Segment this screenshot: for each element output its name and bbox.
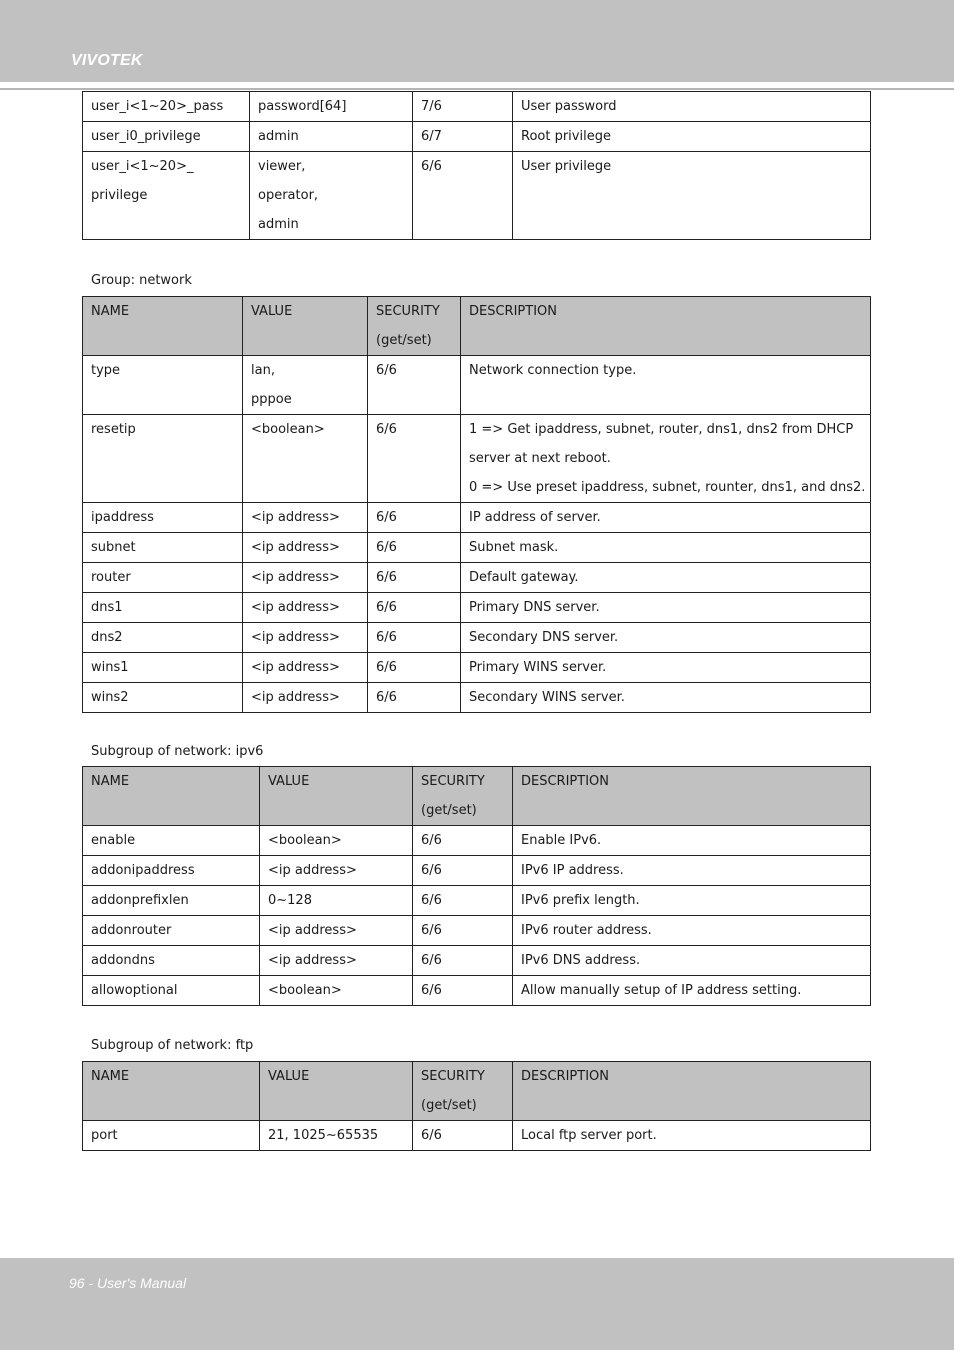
cell-security [413,916,513,946]
table-row [83,152,871,240]
table-header-row [83,1062,871,1121]
table-row [83,886,871,916]
cell-security-text: 6/6 [421,953,442,968]
cell-name-text: addonprefixlen [91,893,189,908]
header-security-text: (get/set) [421,1098,477,1113]
cell-security-text: 6/6 [376,600,397,615]
cell-description-text: IPv6 DNS address. [521,953,641,968]
header-value [243,297,368,356]
cell-value [260,946,413,976]
cell-security-text: 6/6 [376,660,397,675]
cell-value-text: <boolean> [268,983,342,998]
cell-name [83,593,243,623]
table-row [83,856,871,886]
header-security-text: SECURITY [376,304,440,319]
cell-description [513,1121,871,1151]
cell-value-text: <ip address> [251,600,340,615]
header-name-text: NAME [91,1069,130,1084]
cell-description-text: Network connection type. [469,363,637,378]
cell-name [83,415,243,503]
cell-name-text: allowoptional [91,983,178,998]
header-security-text: (get/set) [421,803,477,818]
cell-security [368,533,461,563]
cell-name-text: addonipaddress [91,863,195,878]
cell-description-text: 0 => Use preset ipaddress, subnet, rounter, dns1, and dns2. [469,480,866,495]
cell-name [83,976,260,1006]
cell-security [368,563,461,593]
header-value [260,767,413,826]
cell-name-text: wins1 [91,660,129,675]
header-security [413,767,513,826]
cell-value-text: <ip address> [268,863,357,878]
cell-security-text: 6/6 [376,510,397,525]
header-security-text: SECURITY [421,1069,485,1084]
cell-description-text: Local ftp server port. [521,1128,657,1143]
cell-description-text: Allow manually setup of IP address setting. [521,983,802,998]
cell-value-text: <ip address> [251,630,340,645]
cell-name [83,946,260,976]
table-row [83,415,871,503]
cell-name-text: addondns [91,953,155,968]
cell-name-text: privilege [91,188,148,203]
cell-value [243,563,368,593]
cell-name [83,826,260,856]
cell-security [413,152,513,240]
cell-value-text: <ip address> [268,953,357,968]
cell-description [513,976,871,1006]
cell-description-text: IPv6 router address. [521,923,652,938]
cell-name-text: port [91,1128,118,1143]
cell-description [461,683,871,713]
header-description-text: DESCRIPTION [521,774,609,789]
cell-value [260,886,413,916]
header-rule [0,88,954,90]
cell-description-text: Root privilege [521,129,611,144]
cell-description-text: IPv6 IP address. [521,863,624,878]
cell-security-text: 6/6 [376,630,397,645]
cell-security-text: 6/6 [421,159,442,174]
cell-value-text: admin [258,129,299,144]
cell-description [461,503,871,533]
table-row [83,593,871,623]
cell-security-text: 6/6 [421,923,442,938]
cell-description [461,623,871,653]
cell-description-text: server at next reboot. [469,451,611,466]
cell-security [413,976,513,1006]
cell-value-text: lan, [251,363,275,378]
network-group-caption: Group: network [91,273,192,288]
cell-name [83,92,250,122]
cell-name-text: addonrouter [91,923,172,938]
header-value [260,1062,413,1121]
cell-value [260,856,413,886]
cell-value-text: <ip address> [251,510,340,525]
cell-name-text: wins2 [91,690,129,705]
cell-name [83,683,243,713]
cell-value [243,356,368,415]
header-name [83,297,243,356]
cell-name [83,653,243,683]
header-security-text: SECURITY [421,774,485,789]
cell-security [368,593,461,623]
cell-value-text: <ip address> [251,540,340,555]
cell-security-text: 6/6 [376,422,397,437]
cell-value [260,1121,413,1151]
cell-security [368,623,461,653]
table-row [83,623,871,653]
cell-security [413,122,513,152]
cell-name-text: resetip [91,422,136,437]
cell-description-text: User privilege [521,159,612,174]
header-name-text: NAME [91,304,130,319]
cell-value-text: <ip address> [251,690,340,705]
cell-description-text: Primary WINS server. [469,660,607,675]
cell-name-text: user_i<1~20>_pass [91,99,224,114]
cell-description-text: Default gateway. [469,570,579,585]
cell-security-text: 6/6 [421,983,442,998]
cell-description [513,856,871,886]
cell-description [461,593,871,623]
cell-description [461,356,871,415]
cell-value [250,122,413,152]
cell-security-text: 6/6 [421,893,442,908]
cell-value-text: operator, [258,188,319,203]
cell-security-text: 6/6 [376,690,397,705]
cell-name [83,856,260,886]
cell-description [513,152,871,240]
cell-value-text: 21, 1025~65535 [268,1128,379,1143]
table-row [83,1121,871,1151]
cell-value-text: <ip address> [268,923,357,938]
cell-name-text: router [91,570,131,585]
cell-description [461,653,871,683]
cell-value-text: <ip address> [251,570,340,585]
cell-description-text: Primary DNS server. [469,600,600,615]
header-security [413,1062,513,1121]
cell-value-text: <ip address> [251,660,340,675]
header-value-text: VALUE [251,304,293,319]
cell-security [368,653,461,683]
cell-description [461,563,871,593]
cell-name [83,503,243,533]
cell-name-text: dns1 [91,600,123,615]
cell-name-text: ipaddress [91,510,154,525]
cell-name-text: user_i0_privilege [91,129,201,144]
table-row [83,356,871,415]
cell-description-text: User password [521,99,617,114]
cell-security-text: 6/6 [421,833,442,848]
cell-name-text: enable [91,833,136,848]
cell-value-text: viewer, [258,159,306,174]
cell-value [260,916,413,946]
cell-name [83,122,250,152]
table-row [83,92,871,122]
cell-name [83,563,243,593]
table-header-row [83,767,871,826]
cell-value [243,653,368,683]
cell-value [243,503,368,533]
header-description [461,297,871,356]
cell-security [413,946,513,976]
page-header [0,0,954,82]
cell-security-text: 6/6 [376,570,397,585]
cell-name [83,533,243,563]
cell-security-text: 6/6 [376,363,397,378]
table-header-row [83,297,871,356]
table-row [83,826,871,856]
cell-name [83,916,260,946]
cell-security [413,92,513,122]
header-security-text: (get/set) [376,333,432,348]
cell-name [83,886,260,916]
cell-value-text: <boolean> [268,833,342,848]
cell-value [260,826,413,856]
ftp-subgroup-caption: Subgroup of network: ftp [91,1038,254,1053]
header-value-text: VALUE [268,774,310,789]
cell-name-text: type [91,363,121,378]
cell-description [461,415,871,503]
cell-description [461,533,871,563]
cell-value-text: <boolean> [251,422,325,437]
cell-value-text: admin [258,217,299,232]
table-row [83,122,871,152]
header-name [83,767,260,826]
ftp-parameter-table [82,1061,871,1151]
table-row [83,653,871,683]
brand-logo-text: VIVOTEK [71,52,143,69]
cell-name-text: dns2 [91,630,123,645]
cell-description [513,122,871,152]
header-value-text: VALUE [268,1069,310,1084]
cell-description-text: Secondary WINS server. [469,690,625,705]
header-name [83,1062,260,1121]
cell-security [368,683,461,713]
header-security [368,297,461,356]
header-description-text: DESCRIPTION [521,1069,609,1084]
cell-name [83,356,243,415]
header-name-text: NAME [91,774,130,789]
cell-name [83,152,250,240]
cell-name [83,1121,260,1151]
cell-description [513,826,871,856]
cell-description [513,916,871,946]
cell-description-text: 1 => Get ipaddress, subnet, router, dns1, dns2 from DHCP [469,422,854,437]
page-number: 96 - User's Manual [69,1275,187,1291]
cell-security-text: 6/6 [421,1128,442,1143]
cell-security [413,886,513,916]
cell-value [250,92,413,122]
table-row [83,503,871,533]
header-description [513,767,871,826]
cell-description-text: Secondary DNS server. [469,630,619,645]
table-row [83,683,871,713]
ipv6-parameter-table [82,766,871,1006]
cell-value [243,683,368,713]
cell-security [413,826,513,856]
cell-value-text: password[64] [258,99,347,114]
cell-description-text: Subnet mask. [469,540,559,555]
cell-name-text: user_i<1~20>_ [91,159,194,174]
network-parameter-table [82,296,871,713]
cell-value [250,152,413,240]
cell-name [83,623,243,653]
header-description [513,1062,871,1121]
cell-value [243,533,368,563]
cell-value [260,976,413,1006]
cell-security-text: 6/6 [421,863,442,878]
cell-description-text: IPv6 prefix length. [521,893,640,908]
cell-security [368,503,461,533]
cell-security [413,1121,513,1151]
header-description-text: DESCRIPTION [469,304,557,319]
cell-value-text: 0~128 [268,893,312,908]
cell-value [243,415,368,503]
cell-security-text: 6/7 [421,129,442,144]
user-parameter-table [82,91,871,240]
ipv6-subgroup-caption: Subgroup of network: ipv6 [91,744,264,759]
cell-value [243,593,368,623]
cell-security [413,856,513,886]
cell-description [513,92,871,122]
cell-value [243,623,368,653]
table-row [83,563,871,593]
cell-description [513,946,871,976]
cell-security [368,415,461,503]
table-row [83,976,871,1006]
cell-description [513,886,871,916]
table-row [83,916,871,946]
cell-security-text: 7/6 [421,99,442,114]
cell-description-text: IP address of server. [469,510,601,525]
cell-security [368,356,461,415]
cell-value-text: pppoe [251,392,292,407]
cell-security-text: 6/6 [376,540,397,555]
table-row [83,533,871,563]
page-footer [0,1258,954,1350]
cell-name-text: subnet [91,540,136,555]
cell-description-text: Enable IPv6. [521,833,602,848]
table-row [83,946,871,976]
